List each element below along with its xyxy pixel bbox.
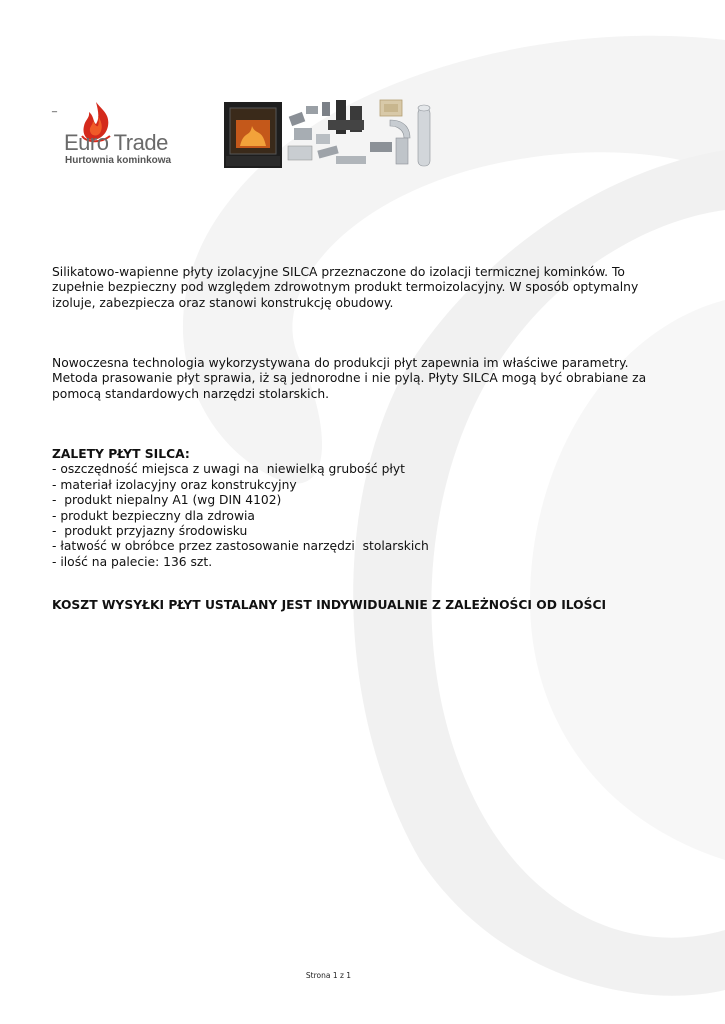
header-dash: _ <box>52 102 57 113</box>
logo-subtitle: Hurtownia kominkowa <box>65 155 172 166</box>
list-item: - ilość na palecie: 136 szt. <box>52 554 213 569</box>
advantages-section <box>52 447 672 570</box>
company-logo <box>62 100 182 172</box>
list-item: - łatwość w obróbce przez zastosowanie narzędzi stolarskich <box>52 539 429 554</box>
fireplace-and-chimney-parts-image <box>224 98 438 172</box>
page-number: Strona 1 z 1 <box>305 971 352 980</box>
advantages-title: ZALETY PŁYT SILCA: <box>52 447 190 461</box>
advantages-list <box>52 462 672 570</box>
list-item: - oszczędność miejsca z uwagi na niewielką grubość płyt <box>52 462 405 477</box>
technology-paragraph: Nowoczesna technologia wykorzystywana do produkcji płyt zapewnia im właściwe parametry. Metoda prasowanie płyt sprawia, iż są jednorodne i nie pylą. Płyty SILCA mogą być obrabiane za pomocą standardowych narzędzi stolarskich. <box>52 356 647 401</box>
list-item: - produkt bezpieczny dla zdrowia <box>52 508 255 523</box>
intro-paragraph: Silikatowo-wapienne płyty izolacyjne SILCA przeznaczone do izolacji termicznej kominków. To zupełnie bezpieczny pod względem zdrowotnym produkt termoizolacyjny. W sposób optymalny izoluje, zabezpiecza oraz stanowi konstrukcję obudowy. <box>52 265 639 310</box>
list-item: - produkt przyjazny środowisku <box>52 524 248 539</box>
list-item: - produkt niepalny A1 (wg DIN 4102) <box>52 493 282 508</box>
page-footer <box>0 971 725 980</box>
shipping-note: KOSZT WYSYŁKI PŁYT USTALANY JEST INDYWIDUALNIE Z ZALEŻNOŚCI OD ILOŚCI <box>52 598 607 612</box>
logo-name: Euro Trade <box>64 130 168 155</box>
list-item: - materiał izolacyjny oraz konstrukcyjny <box>52 477 297 492</box>
